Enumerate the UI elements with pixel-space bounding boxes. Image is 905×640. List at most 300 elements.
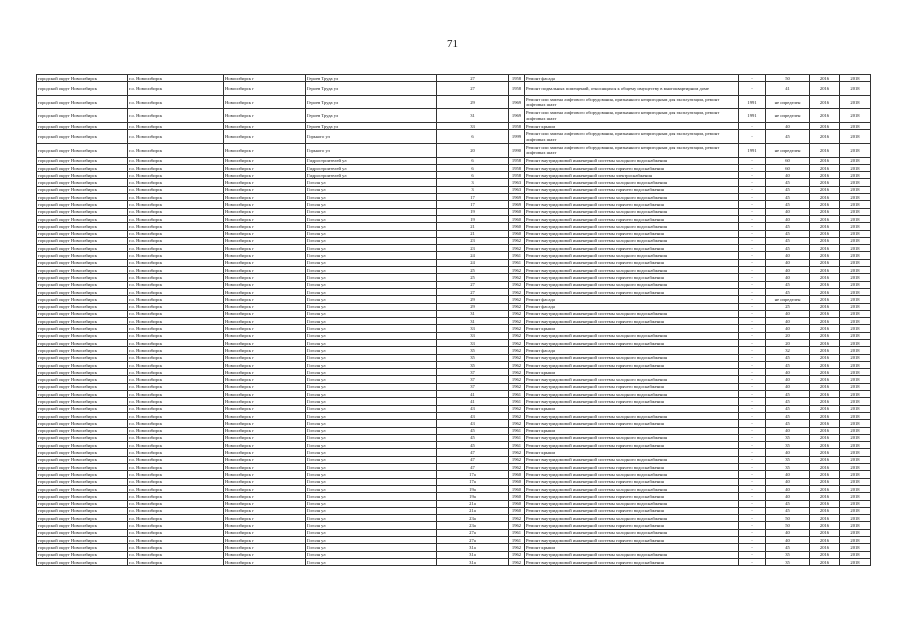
work-type-cell: Ремонт внутридомовой инженерной системы горячего водоснабжения [525,420,739,427]
end-year-cell: 2018 [840,230,871,237]
work-type-cell: Ремонт внутридомовой инженерной системы холодного водоснабжения [525,376,739,383]
end-year-cell: 2018 [840,325,871,332]
start-year-cell: 2016 [810,332,840,339]
build-year-cell: 1962 [509,376,525,383]
city-cell: Новосибирск г [224,420,306,427]
lift-year-cell: - [739,354,766,361]
district-cell: городской округ Новосибирск [37,194,128,201]
house-number-cell: 45 [437,434,509,441]
city-cell: Новосибирск г [224,223,306,230]
lift-year-cell: - [739,537,766,544]
build-year-cell: 1969 [509,194,525,201]
end-year-cell: 2018 [840,82,871,96]
build-year-cell: 1960 [509,471,525,478]
district-cell: городской округ Новосибирск [37,420,128,427]
district-cell: городской округ Новосибирск [37,281,128,288]
build-year-cell: 1969 [509,95,525,109]
municipality-cell: г.о. Новосибирск [128,179,224,186]
street-cell: Героев Труда ул [306,82,437,96]
start-year-cell: 2016 [810,296,840,303]
end-year-cell: 2018 [840,252,871,259]
house-number-cell: 27 [437,82,509,96]
end-year-cell: 2018 [840,398,871,405]
house-number-cell: 27 [437,281,509,288]
street-cell: Гоголя ул [306,471,437,478]
start-year-cell: 2016 [810,259,840,266]
table-row [37,449,871,456]
amount-cell: не определен [766,296,810,303]
build-year-cell: 1962 [509,318,525,325]
street-cell: Гоголя ул [306,194,437,201]
house-number-cell: 23а [437,522,509,529]
work-type-cell: Ремонт внутридомовой инженерной системы холодного водоснабжения [525,208,739,215]
work-type-cell: Ремонт внутридомовой инженерной системы холодного водоснабжения [525,237,739,244]
end-year-cell: 2018 [840,237,871,244]
district-cell: городской округ Новосибирск [37,471,128,478]
end-year-cell: 2018 [840,456,871,463]
city-cell: Новосибирск г [224,558,306,565]
table-row [37,332,871,339]
district-cell: городской округ Новосибирск [37,252,128,259]
start-year-cell: 2016 [810,274,840,281]
street-cell: Гоголя ул [306,383,437,390]
city-cell: Новосибирск г [224,75,306,82]
street-cell: Гоголя ул [306,391,437,398]
district-cell: городской округ Новосибирск [37,318,128,325]
table-row [37,442,871,449]
amount-cell: 35 [766,434,810,441]
work-type-cell: Ремонт внутридомовой инженерной системы холодного водоснабжения [525,551,739,558]
work-type-cell: Ремонт внутридомовой инженерной системы холодного водоснабжения [525,194,739,201]
city-cell: Новосибирск г [224,303,306,310]
city-cell: Новосибирск г [224,172,306,179]
street-cell: Гидростроителей ул [306,172,437,179]
city-cell: Новосибирск г [224,274,306,281]
start-year-cell: 2016 [810,130,840,144]
house-number-cell: 45 [437,427,509,434]
build-year-cell: 1962 [509,412,525,419]
street-cell: Гоголя ул [306,434,437,441]
city-cell: Новосибирск г [224,442,306,449]
district-cell: городской округ Новосибирск [37,267,128,274]
street-cell: Гоголя ул [306,405,437,412]
start-year-cell: 2016 [810,179,840,186]
amount-cell: 45 [766,194,810,201]
street-cell: Гоголя ул [306,398,437,405]
work-type-cell: Ремонт фасада [525,347,739,354]
end-year-cell: 2018 [840,318,871,325]
house-number-cell: 25 [437,267,509,274]
amount-cell: 45 [766,354,810,361]
district-cell: городской округ Новосибирск [37,179,128,186]
amount-cell: 40 [766,471,810,478]
city-cell: Новосибирск г [224,164,306,171]
house-number-cell: 19 [437,208,509,215]
municipality-cell: г.о. Новосибирск [128,478,224,485]
city-cell: Новосибирск г [224,405,306,412]
lift-year-cell: - [739,208,766,215]
table-row [37,391,871,398]
build-year-cell: 1962 [509,405,525,412]
build-year-cell: 1962 [509,237,525,244]
house-number-cell: 23 [437,237,509,244]
start-year-cell: 2016 [810,157,840,164]
work-type-cell: Ремонт внутридомовой инженерной системы холодного водоснабжения [525,515,739,522]
district-cell: городской округ Новосибирск [37,164,128,171]
street-cell: Гоголя ул [306,361,437,368]
work-type-cell: Ремонт внутридомовой инженерной системы горячего водоснабжения [525,274,739,281]
city-cell: Новосибирск г [224,143,306,157]
district-cell: городской округ Новосибирск [37,456,128,463]
district-cell: городской округ Новосибирск [37,215,128,222]
table-row [37,281,871,288]
lift-year-cell: - [739,391,766,398]
lift-year-cell: - [739,478,766,485]
build-year-cell: 1962 [509,245,525,252]
city-cell: Новосибирск г [224,464,306,471]
work-type-cell: Ремонт внутридомовой инженерной системы холодного водоснабжения [525,252,739,259]
start-year-cell: 2016 [810,75,840,82]
amount-cell: 35 [766,456,810,463]
municipality-cell: г.о. Новосибирск [128,332,224,339]
city-cell: Новосибирск г [224,339,306,346]
amount-cell: 40 [766,208,810,215]
build-year-cell: 1960 [509,478,525,485]
lift-year-cell: - [739,172,766,179]
start-year-cell: 2016 [810,471,840,478]
street-cell: Гоголя ул [306,259,437,266]
table-row [37,223,871,230]
district-cell: городской округ Новосибирск [37,485,128,492]
work-type-cell: Ремонт внутридомовой инженерной системы горячего водоснабжения [525,259,739,266]
district-cell: городской округ Новосибирск [37,522,128,529]
work-type-cell: Ремонт внутридомовой инженерной системы горячего водоснабжения [525,442,739,449]
municipality-cell: г.о. Новосибирск [128,515,224,522]
street-cell: Гоголя ул [306,544,437,551]
street-cell: Гоголя ул [306,230,437,237]
lift-year-cell: - [739,361,766,368]
build-year-cell: 1960 [509,485,525,492]
work-type-cell: Ремонт внутридомовой инженерной системы горячего водоснабжения [525,383,739,390]
house-number-cell: 23 [437,245,509,252]
start-year-cell: 2016 [810,109,840,123]
municipality-cell: г.о. Новосибирск [128,456,224,463]
district-cell: городской округ Новосибирск [37,464,128,471]
lift-year-cell: - [739,420,766,427]
house-number-cell: 33 [437,332,509,339]
lift-year-cell: - [739,252,766,259]
lift-year-cell: - [739,507,766,514]
house-number-cell: 27а [437,529,509,536]
lift-year-cell: - [739,558,766,565]
house-number-cell: 25 [437,274,509,281]
work-type-cell: Ремонт внутридомовой инженерной системы горячего водоснабжения [525,464,739,471]
district-cell: городской округ Новосибирск [37,558,128,565]
lift-year-cell: - [739,245,766,252]
build-year-cell: 1958 [509,172,525,179]
municipality-cell: г.о. Новосибирск [128,259,224,266]
work-type-cell: Ремонт внутридомовой инженерной системы горячего водоснабжения [525,507,739,514]
lift-year-cell: - [739,303,766,310]
house-number-cell: 35 [437,354,509,361]
city-cell: Новосибирск г [224,522,306,529]
street-cell: Гоголя ул [306,318,437,325]
start-year-cell: 2016 [810,361,840,368]
end-year-cell: 2018 [840,376,871,383]
city-cell: Новосибирск г [224,398,306,405]
house-number-cell: 33 [437,123,509,130]
end-year-cell: 2018 [840,143,871,157]
city-cell: Новосибирск г [224,485,306,492]
table-body [37,75,871,566]
district-cell: городской округ Новосибирск [37,434,128,441]
municipality-cell: г.о. Новосибирск [128,442,224,449]
build-year-cell: 1962 [509,274,525,281]
build-year-cell: 1962 [509,332,525,339]
street-cell: Героев Труда ул [306,123,437,130]
table-row [37,245,871,252]
build-year-cell: 1960 [509,208,525,215]
city-cell: Новосибирск г [224,267,306,274]
start-year-cell: 2016 [810,347,840,354]
start-year-cell: 2016 [810,325,840,332]
municipality-cell: г.о. Новосибирск [128,420,224,427]
municipality-cell: г.о. Новосибирск [128,493,224,500]
build-year-cell: 1962 [509,515,525,522]
build-year-cell: 1962 [509,303,525,310]
build-year-cell: 1962 [509,288,525,295]
table-row [37,361,871,368]
lift-year-cell: - [739,267,766,274]
page-number: 71 [447,38,458,50]
district-cell: городской округ Новосибирск [37,361,128,368]
street-cell: Гоголя ул [306,507,437,514]
street-cell: Гоголя ул [306,310,437,317]
district-cell: городской округ Новосибирск [37,537,128,544]
end-year-cell: 2018 [840,281,871,288]
end-year-cell: 2018 [840,259,871,266]
street-cell: Гидростроителей ул [306,157,437,164]
amount-cell: 35 [766,442,810,449]
house-number-cell: 3 [437,186,509,193]
district-cell: городской округ Новосибирск [37,383,128,390]
amount-cell: не определен [766,109,810,123]
house-number-cell: 31а [437,544,509,551]
house-number-cell: 6 [437,172,509,179]
start-year-cell: 2016 [810,164,840,171]
lift-year-cell: - [739,215,766,222]
house-number-cell: 29 [437,303,509,310]
work-type-cell: Ремонт крыши [525,544,739,551]
amount-cell: не определен [766,143,810,157]
municipality-cell: г.о. Новосибирск [128,230,224,237]
start-year-cell: 2016 [810,537,840,544]
amount-cell: 45 [766,230,810,237]
table-row [37,318,871,325]
start-year-cell: 2016 [810,245,840,252]
start-year-cell: 2016 [810,478,840,485]
lift-year-cell: - [739,464,766,471]
amount-cell: 40 [766,485,810,492]
house-number-cell: 21 [437,223,509,230]
table-row [37,558,871,565]
build-year-cell: 1961 [509,537,525,544]
municipality-cell: г.о. Новосибирск [128,82,224,96]
amount-cell: 40 [766,259,810,266]
end-year-cell: 2018 [840,515,871,522]
end-year-cell: 2018 [840,339,871,346]
end-year-cell: 2018 [840,310,871,317]
street-cell: Гоголя ул [306,332,437,339]
build-year-cell: 1960 [509,223,525,230]
district-cell: городской округ Новосибирск [37,507,128,514]
build-year-cell: 1963 [509,186,525,193]
house-number-cell: 17 [437,201,509,208]
table-row [37,347,871,354]
build-year-cell: 1962 [509,456,525,463]
house-number-cell: 6 [437,157,509,164]
city-cell: Новосибирск г [224,369,306,376]
municipality-cell: г.о. Новосибирск [128,405,224,412]
street-cell: Гоголя ул [306,478,437,485]
end-year-cell: 2018 [840,296,871,303]
lift-year-cell: - [739,157,766,164]
amount-cell: 45 [766,223,810,230]
start-year-cell: 2016 [810,544,840,551]
lift-year-cell: - [739,186,766,193]
amount-cell: 60 [766,157,810,164]
table-row [37,507,871,514]
end-year-cell: 2018 [840,303,871,310]
end-year-cell: 2018 [840,123,871,130]
end-year-cell: 2018 [840,507,871,514]
build-year-cell: 1962 [509,544,525,551]
work-type-cell: Ремонт внутридомовой инженерной системы холодного водоснабжения [525,267,739,274]
work-type-cell: Ремонт внутридомовой инженерной системы горячего водоснабжения [525,361,739,368]
lift-year-cell: - [739,130,766,144]
build-year-cell: 1958 [509,75,525,82]
city-cell: Новосибирск г [224,478,306,485]
start-year-cell: 2016 [810,391,840,398]
table-row [37,186,871,193]
end-year-cell: 2018 [840,201,871,208]
municipality-cell: г.о. Новосибирск [128,288,224,295]
amount-cell: 40 [766,252,810,259]
build-year-cell: 1962 [509,522,525,529]
start-year-cell: 2016 [810,95,840,109]
build-year-cell: 1962 [509,369,525,376]
start-year-cell: 2016 [810,143,840,157]
amount-cell: 60 [766,164,810,171]
district-cell: городской округ Новосибирск [37,75,128,82]
build-year-cell: 1962 [509,347,525,354]
start-year-cell: 2016 [810,252,840,259]
lift-year-cell: - [739,237,766,244]
build-year-cell: 1962 [509,449,525,456]
lift-year-cell: - [739,274,766,281]
district-cell: городской округ Новосибирск [37,143,128,157]
lift-year-cell: - [739,325,766,332]
lift-year-cell: 1991 [739,95,766,109]
house-number-cell: 47 [437,456,509,463]
build-year-cell: 1963 [509,179,525,186]
work-type-cell: Ремонт крыши [525,325,739,332]
amount-cell: 41 [766,82,810,96]
lift-year-cell: - [739,529,766,536]
house-number-cell: 24 [437,252,509,259]
amount-cell: 40 [766,318,810,325]
table-row [37,493,871,500]
municipality-cell: г.о. Новосибирск [128,208,224,215]
district-cell: городской округ Новосибирск [37,259,128,266]
work-type-cell: Ремонт крыши [525,449,739,456]
start-year-cell: 2016 [810,215,840,222]
end-year-cell: 2018 [840,361,871,368]
city-cell: Новосибирск г [224,310,306,317]
amount-cell: 45 [766,130,810,144]
amount-cell: 45 [766,245,810,252]
city-cell: Новосибирск г [224,82,306,96]
municipality-cell: г.о. Новосибирск [128,215,224,222]
lift-year-cell: - [739,347,766,354]
city-cell: Новосибирск г [224,500,306,507]
municipality-cell: г.о. Новосибирск [128,383,224,390]
district-cell: городской округ Новосибирск [37,130,128,144]
amount-cell: 45 [766,405,810,412]
street-cell: Гоголя ул [306,500,437,507]
end-year-cell: 2018 [840,179,871,186]
start-year-cell: 2016 [810,237,840,244]
end-year-cell: 2018 [840,522,871,529]
end-year-cell: 2018 [840,427,871,434]
start-year-cell: 2016 [810,529,840,536]
table-row [37,405,871,412]
city-cell: Новосибирск г [224,507,306,514]
start-year-cell: 2016 [810,449,840,456]
house-number-cell: 21а [437,500,509,507]
work-type-cell: Ремонт внутридомовой инженерной системы горячего водоснабжения [525,288,739,295]
city-cell: Новосибирск г [224,130,306,144]
end-year-cell: 2018 [840,405,871,412]
amount-cell: не определен [766,95,810,109]
street-cell: Гоголя ул [306,464,437,471]
district-cell: городской округ Новосибирск [37,157,128,164]
table-row [37,434,871,441]
amount-cell: 25 [766,303,810,310]
municipality-cell: г.о. Новосибирск [128,347,224,354]
district-cell: городской округ Новосибирск [37,288,128,295]
build-year-cell: 1969 [509,201,525,208]
amount-cell: 35 [766,464,810,471]
table-row [37,551,871,558]
table-row [37,515,871,522]
lift-year-cell: - [739,500,766,507]
build-year-cell: 1962 [509,361,525,368]
amount-cell: 40 [766,369,810,376]
lift-year-cell: - [739,383,766,390]
house-number-cell: 3 [437,179,509,186]
build-year-cell: 1962 [509,310,525,317]
district-cell: городской округ Новосибирск [37,376,128,383]
street-cell: Гоголя ул [306,237,437,244]
municipality-cell: г.о. Новосибирск [128,75,224,82]
street-cell: Гоголя ул [306,420,437,427]
start-year-cell: 2016 [810,201,840,208]
municipality-cell: г.о. Новосибирск [128,361,224,368]
start-year-cell: 2016 [810,493,840,500]
house-number-cell: 45 [437,442,509,449]
city-cell: Новосибирск г [224,427,306,434]
